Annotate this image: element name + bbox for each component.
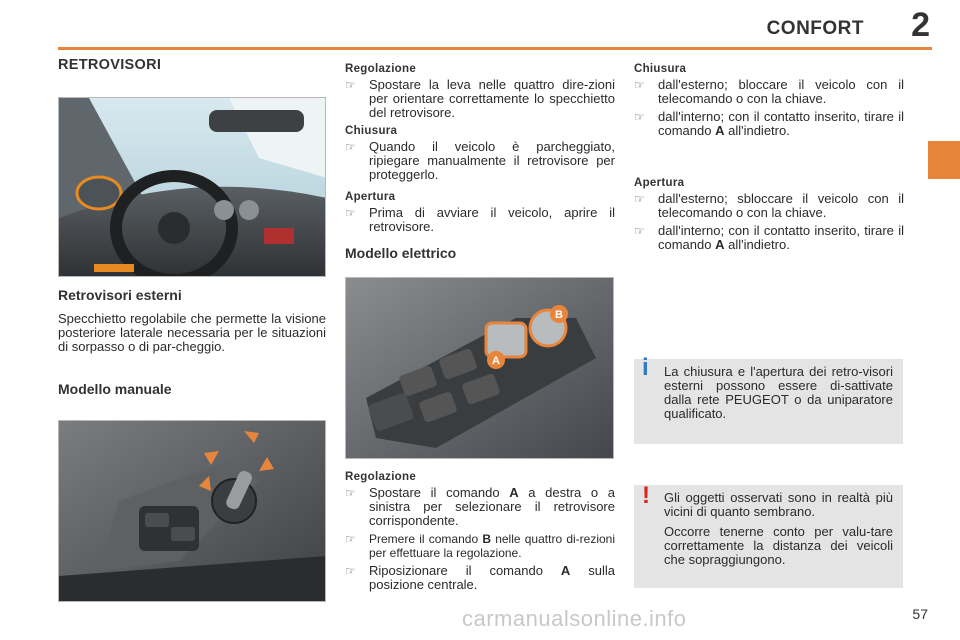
column-right [634, 62, 904, 256]
list-chiusura-elettrico [634, 78, 904, 138]
subtitle-modello-elettrico: Modello elettrico [345, 245, 457, 261]
list-item: ☞ dall'esterno; bloccare il veicolo con il telecomando o con la chiave. [634, 77, 904, 106]
photo-label-a: A [492, 355, 500, 367]
pointing-hand-icon: ☞ [345, 532, 356, 546]
warning-box [634, 482, 903, 588]
pointing-hand-icon: ☞ [345, 206, 356, 220]
label-chiusura: Chiusura [345, 125, 398, 137]
label-apertura: Apertura [345, 191, 396, 203]
header-divider [58, 47, 932, 50]
list-item: ☞ Prima di avviare il veicolo, aprire il retrovisore. [345, 205, 615, 234]
label-regolazione-elettrico: Regolazione [345, 471, 417, 483]
header-title: CONFORT [766, 18, 864, 39]
list-chiusura [345, 140, 615, 182]
pointing-hand-icon: ☞ [634, 110, 645, 124]
list-item: ☞ Premere il comando B nelle quattro di-rezioni per effettuare la regolazione. [345, 532, 616, 560]
warning-text-1: Gli oggetti osservati sono in realtà più vicini di quanto sembrano. [664, 490, 893, 519]
pointing-hand-icon: ☞ [345, 564, 356, 578]
list-apertura-elettrico [634, 192, 904, 252]
list-item: ☞ Spostare la leva nelle quattro dire-zioni per orientare correttamente lo specchietto del retrovisore. [345, 77, 615, 120]
car-interior-illustration [59, 98, 326, 277]
label-regolazione: Regolazione [345, 63, 417, 75]
electric-control-illustration [346, 278, 614, 459]
list-item: ☞ dall'interno; con il contatto inserito, tirare il comando A all'indietro. [634, 223, 904, 252]
watermark: carmanualsonline.info [462, 606, 687, 631]
list-regolazione [345, 78, 615, 120]
list-apertura [345, 206, 615, 234]
chapter-side-tab [928, 141, 960, 179]
list-item: ☞ Spostare il comando A a destra o a sinistra per selezionare il retrovisore corrispondente. [345, 485, 615, 528]
chapter-number: 2 [911, 6, 930, 44]
interior-mirror-photo [58, 97, 326, 277]
label-chiusura-elettrico: Chiusura [634, 63, 687, 75]
column-left [58, 58, 326, 72]
pointing-hand-icon: ☞ [345, 140, 356, 154]
pointing-hand-icon: ☞ [634, 192, 645, 206]
manual-mirror-lever-photo [58, 420, 326, 602]
pointing-hand-icon: ☞ [634, 224, 645, 238]
column-left-lower [58, 288, 326, 396]
pointing-hand-icon: ☞ [634, 78, 645, 92]
info-box [634, 354, 903, 444]
info-text: La chiusura e l'apertura dei retro-visori esterni possono essere di-sattivate dalla rete PEUGEOT o da uniparatore qualificato. [664, 364, 893, 421]
list-item: ☞ Quando il veicolo è parcheggiato, ripiegare manualmente il retrovisore per proteggerlo. [345, 139, 615, 182]
pointing-hand-icon: ☞ [345, 486, 356, 500]
column-middle [345, 62, 615, 260]
section-title: RETROVISORI [58, 57, 162, 73]
list-regolazione-elettrico [345, 486, 615, 592]
electric-mirror-control-photo [345, 277, 614, 459]
photo-label-b: B [555, 309, 563, 321]
info-icon: i [642, 354, 649, 381]
pointing-hand-icon: ☞ [345, 78, 356, 92]
retrovisori-esterni-text: Specchietto regolabile che permette la visione posteriore laterale necessaria per le situazioni di sorpasso o di par-cheggio. [58, 311, 326, 354]
column-middle-lower [345, 470, 615, 596]
warning-text-2: Occorre tenerne conto per valu-tare correttamente la distanza dei veicoli che sopraggiungono. [664, 524, 893, 567]
list-item: ☞ dall'esterno; sbloccare il veicolo con il telecomando o con la chiave. [634, 191, 904, 220]
manual-lever-illustration [59, 421, 326, 602]
page-number: 57 [912, 606, 928, 622]
list-item: ☞ dall'interno; con il contatto inserito, tirare il comando A all'indietro. [634, 109, 904, 138]
subtitle-modello-manuale: Modello manuale [58, 381, 172, 397]
warning-icon: ! [642, 482, 650, 509]
list-item: ☞ Riposizionare il comando A sulla posizione centrale. [345, 563, 615, 592]
subtitle-retrovisori-esterni: Retrovisori esterni [58, 287, 182, 303]
label-apertura-elettrico: Apertura [634, 177, 685, 189]
